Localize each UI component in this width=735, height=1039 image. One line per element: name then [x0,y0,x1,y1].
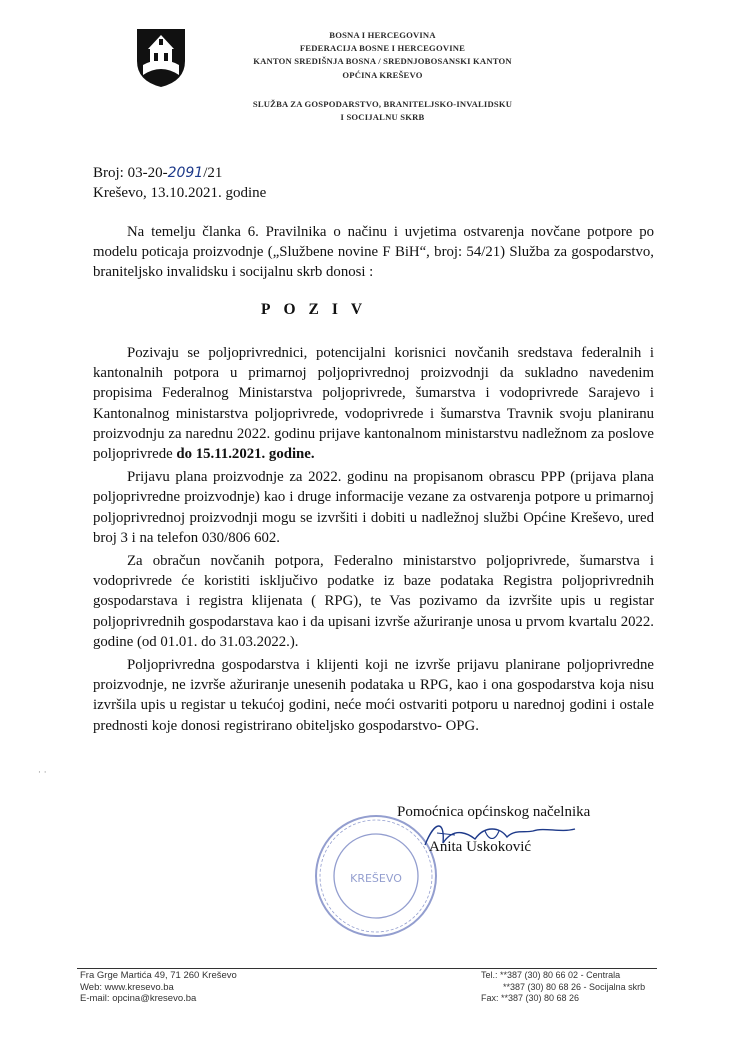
paragraph-4: Poljoprivredna gospodarstva i klijenti koji ne izvrše prijavu planirane poljoprivredne proizvodnje, ne izvrše ažuriranje unesenih podataka u RPG, kao i ona gospodarstva koja nisu izvršila upis u registar u tekućoj godini, neće moći ostvariti potporu u narednoj godini i ostale prednosti koje donosi registrirano obiteljsko gospodarstvo- OPG. [93,657,654,734]
document-title: POZIV [261,301,376,318]
footer-contact-right [481,970,645,1005]
margin-mark: · · [38,768,47,778]
place-date: Kreševo, 13.10.2021. godine [93,185,267,201]
document-body [93,343,654,739]
signatory-title: Pomoćnica općinskog načelnika [397,804,591,820]
footer-contact-left [80,970,237,1005]
institution-header [205,29,560,124]
footer-divider [77,968,657,969]
footer-tel-social: **387 (30) 80 68 26 - Socijalna skrb [503,981,646,992]
header-line-canton: KANTON SREDIŠNJA BOSNA / SREDNJOBOSANSKI KANTON [253,56,512,67]
footer-fax: Fax: **387 (30) 80 68 26 [481,993,580,1003]
reference-block [93,163,266,203]
header-line-service-cont: I SOCIJALNU SKRB [340,112,425,123]
deadline: do 15.11.2021. godine. [176,446,315,463]
header-line-country: BOSNA I HERCEGOVINA [329,30,436,40]
paragraph-3: Za obračun novčanih potpora, Federalno ministarstvo poljoprivrede, šumarstva i vodoprivrede će koristiti isključivo podatke iz baze podataka Registra poljoprivrednih gospodarstava i registra klijenata ( RPG), te Vas pozivamo da izvršite upis u registar poljoprivrednih gospodarstava kao i da upisani izvrše ažuriranje unosa u prvom kvartalu 2022. godine (od 01.01. do 31.03.2022.). [93,553,654,650]
header-line-service: SLUŽBA ZA GOSPODARSTVO, BRANITELJSKO-INVALIDSKU [252,98,513,109]
reference-number: Broj: 03-20-2091/21 [93,165,223,181]
intro-paragraph: Na temelju članka 6. Pravilnika o načinu i uvjetima ostvarenja novčane potpore po modelu poticaja proizvodnje („Službene novine F BiH“, broj: 54/21) Služba za gospodarstvo, braniteljsko invalidsku i socijalnu skrb donosi : [93,224,654,281]
footer-address: Fra Grge Martića 49, 71 260 Kreševo [80,970,237,981]
paragraph-2: Prijavu plana proizvodnje za 2022. godinu na propisanom obrascu PPP (prijava plana poljoprivredne proizvodnje) kao i druge informacije vezane za ostvarenja potpore u primarnoj poljoprivrednoj proizvodnji mogu se izvršiti i dobiti u nadležnoj službi Općine Kreševo, ured broj 3 i na telefon 030/806 602. [93,469,654,546]
header-line-municipality: OPĆINA KREŠEVO [342,69,423,80]
footer-email: E-mail: opcina@kresevo.ba [80,993,197,1004]
header-line-federation: FEDERACIJA BOSNE I HERCEGOVINE [299,43,466,54]
signatory-name: Anita Uskoković [429,839,532,855]
paragraph-1: Pozivaju se poljoprivrednici, potencijalni korisnici novčanih sredstava federalnih i kantonalnih potpora u primarnoj poljoprivrednoj proizvodnji da sukladno navedenim propisima Federalnog Ministarstva poljoprivrede, šumarstva i vodoprivrede Sarajevo i Kantonalnog ministarstva poljoprivrede, vodoprivrede i šumarstva Travnik svoju planiranu proizvodnju za narednu 2022. godinu prijave kantonalnom ministarstvu nadležnom za poslove poljoprivrede do 15.11.2021. godine. [93,345,654,463]
signature-block [397,802,591,855]
stamp-center-text: KREŠEVO [350,872,402,885]
footer-tel-central: Tel.: **387 (30) 80 66 02 - Centrala [481,970,621,980]
handwritten-number: 2091 [167,165,204,181]
footer-web: Web: www.kresevo.ba [80,981,174,993]
coat-of-arms-icon [135,27,187,89]
